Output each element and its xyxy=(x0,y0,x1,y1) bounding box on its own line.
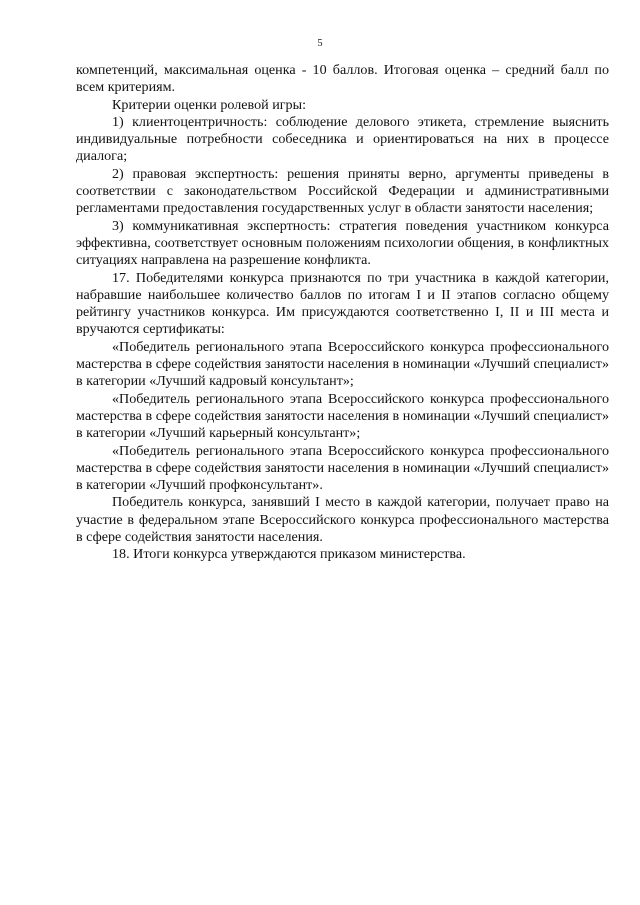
paragraph-criteria-heading: Критерии оценки ролевой игры: xyxy=(112,96,306,113)
paragraph-certificate-3: «Победитель регионального этапа Всероссийского конкурса профессионального мастерства в сфере содействия занятости населения в номинации «Лучший специалист» в категории «Лучший профконсультант». xyxy=(76,442,609,494)
paragraph-winner-federal: Победитель конкурса, занявший I место в каждой категории, получает право на участие в федеральном этапе Всероссийского конкурса профессионального мастерства в сфере содействия занятости населения. xyxy=(76,494,609,546)
document-body xyxy=(76,62,609,564)
page-number: 5 xyxy=(317,38,323,49)
paragraph-certificate-1: «Победитель регионального этапа Всероссийского конкурса профессионального мастерства в сфере содействия занятости населения в номинации «Лучший специалист» в категории «Лучший кадровый консультант»; xyxy=(76,338,609,390)
paragraph-criterion-3: 3) коммуникативная экспертность: стратегия поведения участником конкурса эффективна, соответствует основным положениям психологии общения, в конфликтных ситуациях направлена на разрешение конфликта. xyxy=(76,217,609,269)
paragraph-criterion-1: 1) клиентоцентричность: соблюдение делового этикета, стремление выяснить индивидуальные потребности собеседника и ориентироваться на них в процессе диалога; xyxy=(76,113,609,165)
paragraph-continuation: компетенций, максимальная оценка - 10 баллов. Итоговая оценка – средний балл по всем критериям. xyxy=(76,62,609,96)
paragraph-item-17: 17. Победителями конкурса признаются по три участника в каждой категории, набравшие наибольшее количество баллов по итогам I и II этапов согласно общему рейтингу участников конкурса. Им присуждаются соответственно I, II и III места и вручаются сертификаты: xyxy=(76,269,609,338)
paragraph-certificate-2: «Победитель регионального этапа Всероссийского конкурса профессионального мастерства в сфере содействия занятости населения в номинации «Лучший специалист» в категории «Лучший карьерный консультант»; xyxy=(76,390,609,442)
paragraph-item-18: 18. Итоги конкурса утверждаются приказом министерства. xyxy=(112,546,466,563)
paragraph-criterion-2: 2) правовая экспертность: решения приняты верно, аргументы приведены в соответствии с законодательством Российской Федерации и административными регламентами предоставления государственных услуг в области занятости населения; xyxy=(76,165,609,217)
